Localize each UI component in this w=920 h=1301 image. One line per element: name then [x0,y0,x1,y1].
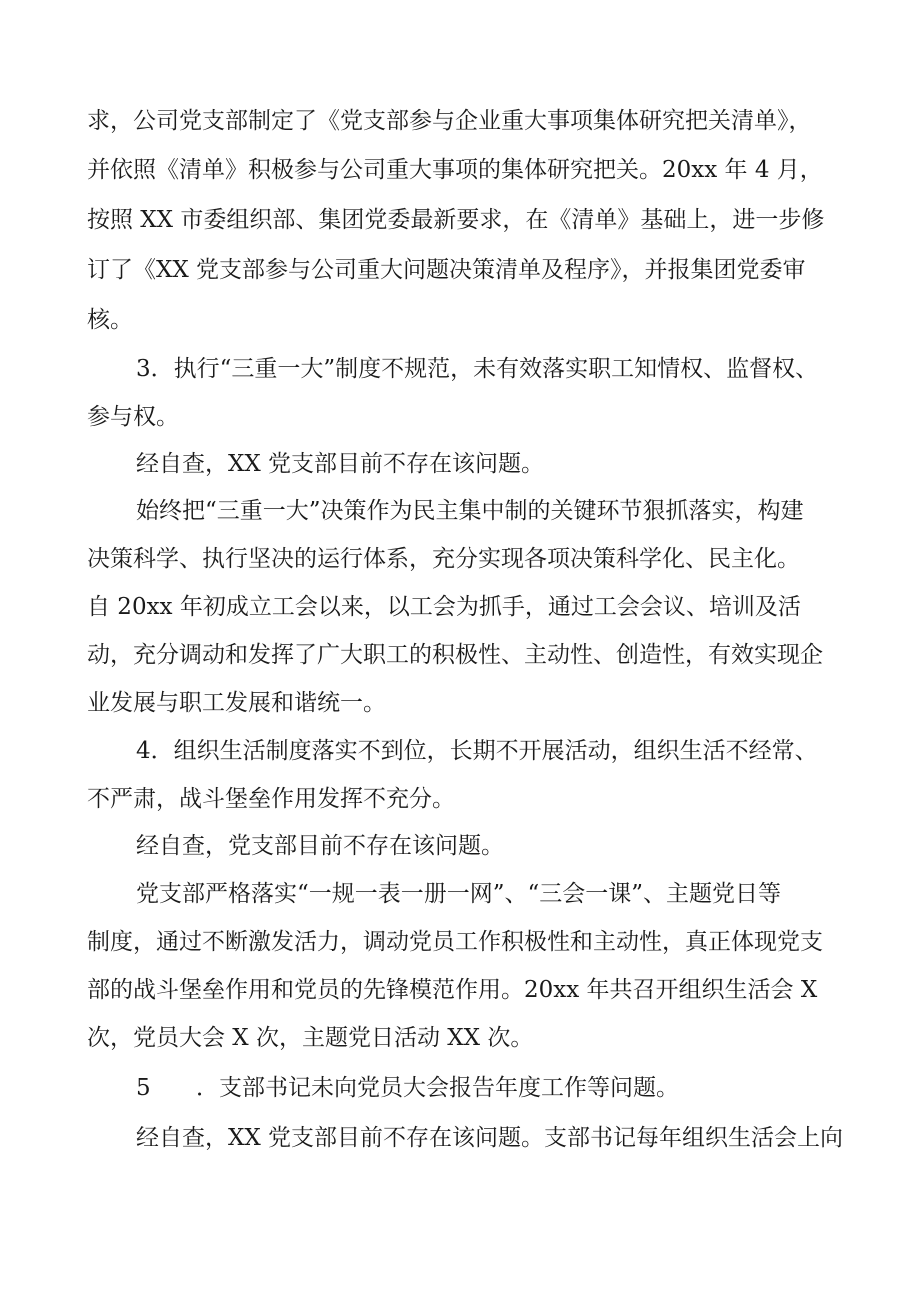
text-line: 经自查，党支部目前不存在该问题。 [136,833,504,859]
text-line: 求，公司党支部制定了《党支部参与企业重大事项集体研究把关清单》， [87,108,812,134]
text-line: 自 20xx 年初成立工会以来，以工会为抓手，通过工会会议、培训及活 [87,594,801,620]
text-line: 并依照《清单》积极参与公司重大事项的集体研究把关。20xx 年 4 月， [87,157,823,183]
text-line: 不严肃，战斗堡垒作用发挥不充分。 [87,786,455,812]
text-line: 经自查，XX 党支部目前不存在该问题。支部书记每年组织生活会上向 [136,1125,844,1151]
text-line: 部的战斗堡垒作用和党员的先锋模范作用。20xx 年共召开组织生活会 X [87,977,818,1003]
text-line: 订了《XX 党支部参与公司重大问题决策清单及程序》，并报集团党委审 [87,257,806,283]
text-line: 4．组织生活制度落实不到位，长期不开展活动，组织生活不经常、 [136,738,818,764]
text-line: 党支部严格落实“一规一表一册一网”、“三会一课”、主题党日等 [136,881,782,907]
text-line: 3．执行“三重一大”制度不规范，未有效落实职工知情权、监督权、 [136,356,819,382]
item-number: 5 [136,1075,151,1101]
text-line: 按照 XX 市委组织部、集团党委最新要求，在《清单》基础上，进一步修 [87,207,825,233]
text-line: 次，党员大会 X 次，主题党日活动 XX 次。 [87,1025,534,1051]
text-line: ．支部书记未向党员大会报告年度工作等问题。 [196,1075,679,1101]
text-line: 参与权。 [87,404,179,430]
text-line: 业发展与职工发展和谐统一。 [87,690,386,716]
text-line: 始终把“三重一大”决策作为民主集中制的关键环节狠抓落实，构建 [136,498,804,524]
text-line: 核。 [87,307,133,333]
text-line: 经自查，XX 党支部目前不存在该问题。 [136,451,545,477]
text-line: 动，充分调动和发挥了广大职工的积极性、主动性、创造性，有效实现企 [87,642,823,668]
text-line: 制度，通过不断激发活力，调动党员工作积极性和主动性，真正体现党支 [87,929,823,955]
text-line: 决策科学、执行坚决的运行体系，充分实现各项决策科学化、民主化。 [87,546,800,572]
